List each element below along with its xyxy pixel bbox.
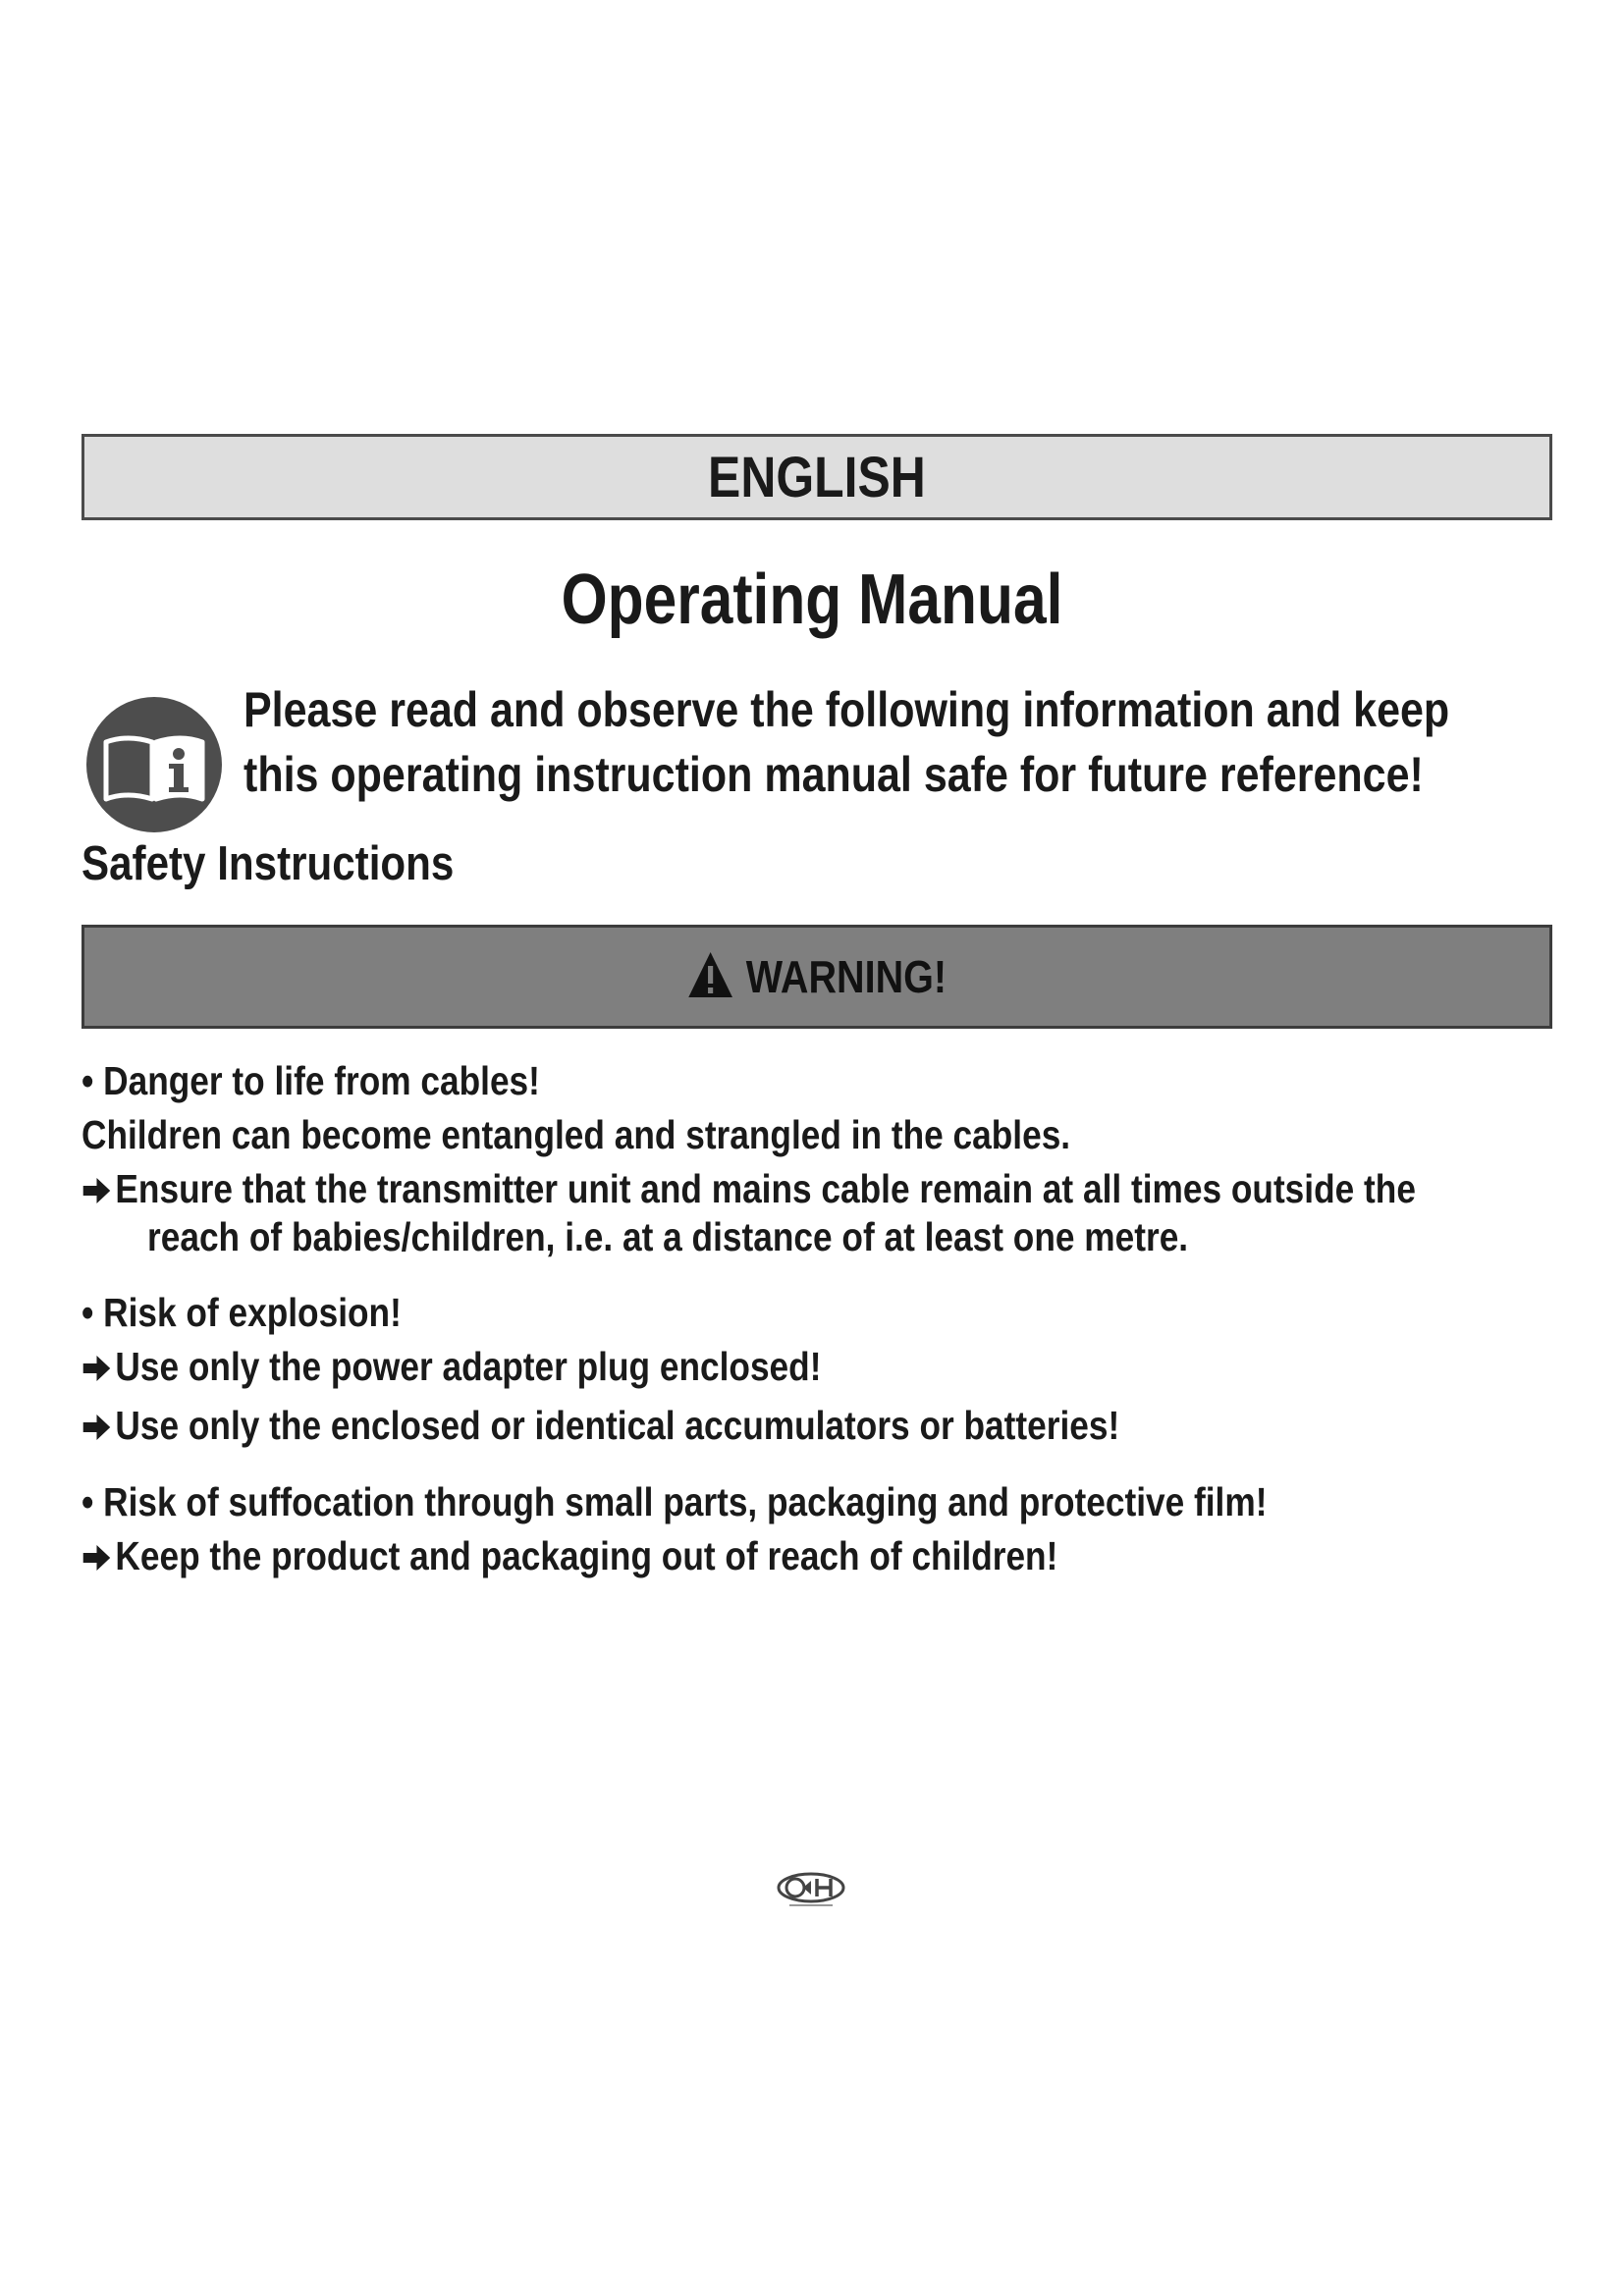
right-arrow-icon xyxy=(81,1413,112,1442)
intro-text xyxy=(244,677,1450,807)
action-suffocation xyxy=(81,1533,1057,1579)
document-title: Operating Manual xyxy=(561,561,1063,639)
bullet-explosion: • Risk of explosion! xyxy=(81,1290,402,1335)
right-arrow-icon xyxy=(81,1354,112,1383)
action-suffocation-text: Keep the product and packaging out of reach of children! xyxy=(115,1533,1058,1578)
manual-info-icon xyxy=(84,695,224,834)
action-explosion-1 xyxy=(81,1344,821,1390)
bullet-cables: • Danger to life from cables! xyxy=(81,1058,540,1103)
language-banner xyxy=(81,434,1552,520)
brand-logo xyxy=(776,1871,846,1910)
right-arrow-icon xyxy=(81,1176,112,1205)
language-label: ENGLISH xyxy=(708,445,926,509)
text-cables: Children can become entangled and strangled in the cables. xyxy=(81,1112,1071,1157)
action-explosion-text-1: Use only the power adapter plug enclosed! xyxy=(115,1344,822,1389)
action-cables-line-2: reach of babies/children, i.e. at a distance of at least one metre. xyxy=(147,1214,1189,1259)
right-arrow-icon xyxy=(81,1543,112,1573)
intro-line-2: this operating instruction manual safe for future reference! xyxy=(244,747,1424,802)
bullet-suffocation: • Risk of suffocation through small parts, packaging and protective film! xyxy=(81,1479,1268,1524)
warning-label: WARNING! xyxy=(745,951,947,1002)
action-explosion-2 xyxy=(81,1403,1119,1449)
section-heading: Safety Instructions xyxy=(81,837,455,890)
warning-triangle-icon xyxy=(687,950,734,999)
action-cables-line-1 xyxy=(81,1166,1416,1212)
warning-banner xyxy=(81,925,1552,1029)
intro-line-1: Please read and observe the following information and keep xyxy=(244,682,1450,737)
action-cables-text-1: Ensure that the transmitter unit and mains cable remain at all times outside the xyxy=(115,1166,1416,1211)
action-explosion-text-2: Use only the enclosed or identical accumulators or batteries! xyxy=(115,1403,1120,1448)
